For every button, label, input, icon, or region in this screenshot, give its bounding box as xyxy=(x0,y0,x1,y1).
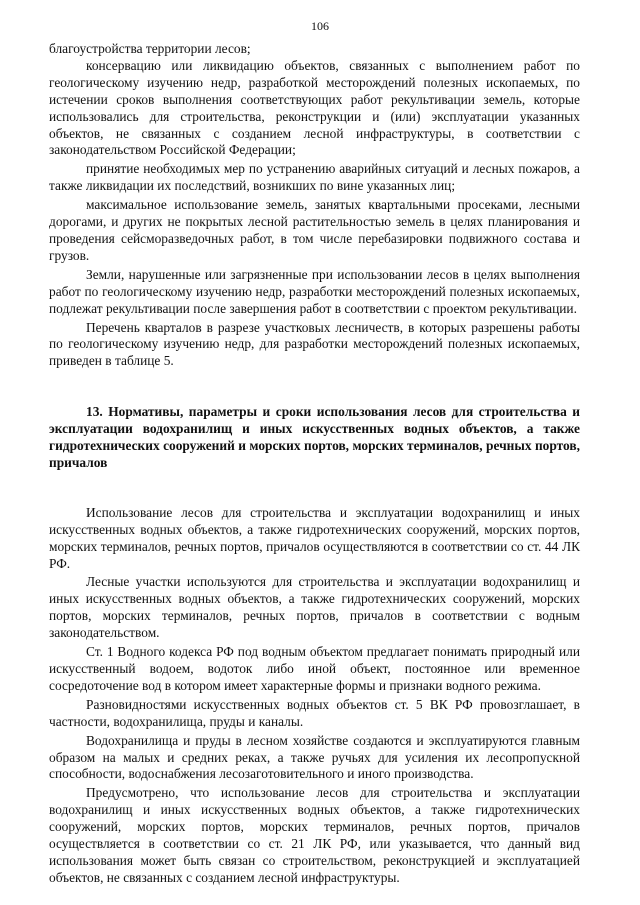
page-number: 106 xyxy=(311,19,329,33)
paragraph: Перечень кварталов в разрезе участковых лесничеств, в которых разрешены работы по геологическому изучению недр, для разработки месторождений полезных ископаемых, приведен в таблице 5. xyxy=(49,319,580,369)
paragraph: Лесные участки используются для строительства и эксплуатации водохранилищ и иных искусственных водных объектов, а также гидротехнических сооружений, морских портов, морских терминалов, речных портов, причалов в соответствии с водным законодательством. xyxy=(49,574,580,641)
page-body xyxy=(49,41,580,887)
paragraph: максимальное использование земель, занятых квартальными просеками, лесными дорогами, и других не покрытых лесной растительностью земель в целях планирования и проведения сейсморазведочных работ, в том числе перебазировки подвижного состава и грузов. xyxy=(49,197,580,263)
paragraph: Использование лесов для строительства и эксплуатации водохранилищ и иных искусственных водных объектов, а также гидротехнических сооружений, морских портов, морских терминалов, речных портов, причалов осуществляются в соответствии со ст. 44 ЛК РФ. xyxy=(49,504,580,571)
paragraph: консервацию или ликвидацию объектов, связанных с выполнением работ по геологическому изучению недр, разработкой месторождений полезных ископаемых, по истечении сроков выполнения соответствующих работ рекультивации земель, которые использовались для строительства, реконструкции и (или) эксплуатации указанных объектов, не связанных с созданием лесной инфраструктуры, в соответствии с законодательством Российской Федерации; xyxy=(49,57,580,158)
paragraph: Водохранилища и пруды в лесном хозяйстве создаются и эксплуатируются главным образом на малых и средних реках, а также ручьях для усиления их лесопропускной способности, водоснабжения лесозаготовительного и иного производства. xyxy=(49,732,580,782)
paragraph: Ст. 1 Водного кодекса РФ под водным объектом предлагает понимать природный или искусственный водоем, водоток либо иной объект, постоянное или временное сосредоточение вод в котором имеет характерные формы и признаки водного режима. xyxy=(49,644,580,693)
paragraph: Разновидностями искусственных водных объектов ст. 5 ВК РФ провозглашает, в частности, водохранилища, пруды и каналы. xyxy=(49,696,580,729)
section-heading: 13. Нормативы, параметры и сроки использования лесов для строительства и эксплуатации водохранилищ и иных искусственных водных объектов, а также гидротехнических сооружений и морских портов, морских терминалов, речных портов, причалов xyxy=(49,404,580,470)
paragraph: Земли, нарушенные или загрязненные при использовании лесов в целях выполнения работ по геологическому изучению недр, разработки месторождений полезных ископаемых, подлежат рекультивации после завершения работ в соответствии с проектом рекультивации. xyxy=(49,266,580,316)
paragraph: принятие необходимых мер по устранению аварийных ситуаций и лесных пожаров, а также ликвидации их последствий, возникших по вине указанных лиц; xyxy=(49,161,580,194)
paragraph: Предусмотрено, что использование лесов для строительства и эксплуатации водохранилищ и иных искусственных водных объектов, а также гидротехнических сооружений, морских портов, морских терминалов, речных портов, причалов осуществляется в соответствии со ст. 21 ЛК РФ, или указывается, что данный вид использования может быть связан со строительством, реконструкцией и эксплуатацией объектов, не связанных с созданием лесной инфраструктуры. xyxy=(49,785,580,885)
paragraph: благоустройства территории лесов; xyxy=(49,41,251,56)
